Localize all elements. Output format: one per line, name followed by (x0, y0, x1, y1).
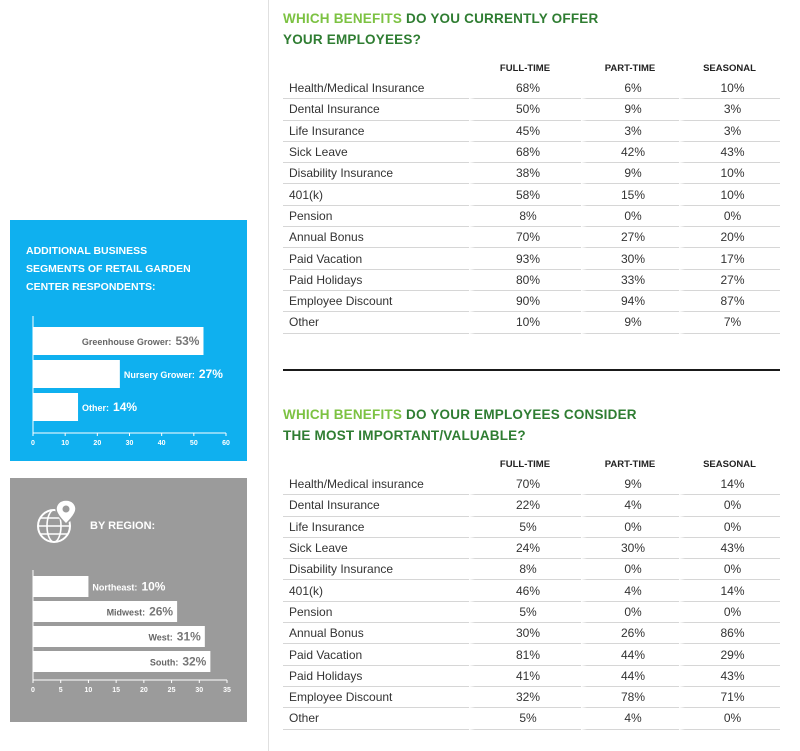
header-benefit (283, 59, 469, 78)
benefit-label: Paid Vacation (283, 248, 469, 269)
value-part-time: 9% (581, 99, 679, 120)
benefit-label: Sick Leave (283, 142, 469, 163)
bar-label (92, 580, 165, 594)
title-rest: DO YOU CURRENTLY OFFER (402, 11, 599, 26)
x-tick-label: 10 (61, 440, 70, 447)
value-part-time: 42% (581, 142, 679, 163)
value-label: 26% (149, 604, 174, 619)
x-tick-label: 40 (157, 440, 166, 447)
x-tick-label: 35 (223, 687, 231, 694)
value-part-time: 0% (581, 602, 679, 623)
value-part-time: 15% (581, 184, 679, 205)
region-panel (10, 478, 247, 722)
title-line-2: THE MOST IMPORTANT/VALUABLE? (283, 428, 526, 443)
vertical-divider (268, 0, 269, 751)
bar-label (124, 367, 223, 381)
bar (33, 393, 78, 421)
business-segments-panel (10, 220, 247, 461)
value-seasonal: 17% (679, 248, 780, 269)
x-tick-label: 20 (139, 687, 148, 694)
benefit-label: Annual Bonus (283, 623, 469, 644)
benefit-label: Pension (283, 602, 469, 623)
benefit-label: Dental Insurance (283, 495, 469, 516)
value-full-time: 70% (469, 474, 581, 495)
value-part-time: 30% (581, 248, 679, 269)
table-row (283, 538, 780, 559)
value-seasonal: 14% (679, 474, 780, 495)
benefit-label: Sick Leave (283, 538, 469, 559)
value-full-time: 38% (469, 163, 581, 184)
header-full-time: FULL-TIME (499, 63, 551, 74)
value-seasonal: 0% (679, 559, 780, 580)
value-full-time: 58% (469, 184, 581, 205)
value-full-time: 22% (469, 495, 581, 516)
region-title: BY REGION: (90, 520, 156, 532)
table-row (283, 666, 780, 687)
title-line-1: ADDITIONAL BUSINESS (26, 245, 148, 257)
value-seasonal: 0% (679, 602, 780, 623)
value-part-time: 26% (581, 623, 679, 644)
title-rest: DO YOUR EMPLOYEES CONSIDER (402, 407, 637, 422)
value-part-time: 4% (581, 495, 679, 516)
bar-label (82, 334, 200, 348)
value-full-time: 68% (469, 78, 581, 99)
title-highlight: WHICH BENEFITS (283, 407, 403, 422)
table-row (283, 270, 780, 291)
value-full-time: 5% (469, 708, 581, 729)
value-part-time: 9% (581, 163, 679, 184)
value-part-time: 78% (581, 687, 679, 708)
table-row (283, 248, 780, 269)
table-row (283, 206, 780, 227)
title-line-2: YOUR EMPLOYEES? (283, 32, 422, 47)
table-row (283, 227, 780, 248)
value-seasonal: 20% (679, 227, 780, 248)
benefit-label: Paid Holidays (283, 270, 469, 291)
value-seasonal: 0% (679, 708, 780, 729)
benefit-label: 401(k) (283, 580, 469, 601)
table-row (283, 99, 780, 120)
value-part-time: 44% (581, 666, 679, 687)
value-seasonal: 3% (679, 121, 780, 142)
value-seasonal: 0% (679, 517, 780, 538)
value-seasonal: 71% (679, 687, 780, 708)
benefit-label: Health/Medical Insurance (283, 78, 469, 99)
value-full-time: 41% (469, 666, 581, 687)
table-row (283, 495, 780, 516)
bar-label (150, 655, 207, 669)
table-row (283, 623, 780, 644)
value-seasonal: 10% (679, 163, 780, 184)
benefit-label: Other (283, 312, 469, 333)
value-label: 53% (175, 334, 200, 348)
benefit-label: Employee Discount (283, 687, 469, 708)
benefit-label: Health/Medical insurance (283, 474, 469, 495)
value-full-time: 8% (469, 559, 581, 580)
value-seasonal: 0% (679, 495, 780, 516)
bar (33, 360, 120, 388)
x-tick-label: 25 (167, 687, 176, 694)
value-label: 31% (176, 629, 201, 644)
benefits-valued-title (283, 404, 780, 446)
value-full-time: 93% (469, 248, 581, 269)
header-seasonal: SEASONAL (703, 63, 756, 74)
value-seasonal: 0% (679, 206, 780, 227)
value-seasonal: 86% (679, 623, 780, 644)
value-full-time: 45% (469, 121, 581, 142)
title-line-2: SEGMENTS OF RETAIL GARDEN (26, 263, 191, 275)
benefit-label: Paid Vacation (283, 644, 469, 665)
benefit-label: Annual Bonus (283, 227, 469, 248)
table-header-row (283, 455, 780, 474)
value-part-time: 44% (581, 644, 679, 665)
value-part-time: 0% (581, 517, 679, 538)
value-full-time: 90% (469, 291, 581, 312)
value-part-time: 30% (581, 538, 679, 559)
value-full-time: 50% (469, 99, 581, 120)
category-label: Other: (82, 403, 110, 413)
value-seasonal: 3% (679, 99, 780, 120)
value-full-time: 8% (469, 206, 581, 227)
header-part-time: PART-TIME (604, 63, 656, 74)
value-part-time: 94% (581, 291, 679, 312)
value-full-time: 10% (469, 312, 581, 333)
table-row (283, 142, 780, 163)
region-chart (10, 478, 247, 722)
header-full-time: FULL-TIME (499, 459, 551, 470)
table-row (283, 687, 780, 708)
value-seasonal: 10% (679, 78, 780, 99)
bar-label (107, 605, 174, 619)
x-tick-label: 30 (125, 440, 134, 447)
benefits-offered-table (283, 59, 780, 334)
category-label: Greenhouse Grower: (81, 337, 172, 347)
value-part-time: 9% (581, 474, 679, 495)
table-row (283, 312, 780, 333)
title-highlight: WHICH BENEFITS (283, 11, 403, 26)
header-part-time: PART-TIME (604, 459, 656, 470)
table-row (283, 163, 780, 184)
value-full-time: 81% (469, 644, 581, 665)
value-full-time: 68% (469, 142, 581, 163)
x-tick-label: 20 (93, 440, 102, 447)
benefit-label: Disability Insurance (283, 163, 469, 184)
table-row (283, 184, 780, 205)
benefits-offered-section (283, 8, 780, 334)
value-seasonal: 43% (679, 538, 780, 559)
value-seasonal: 87% (679, 291, 780, 312)
table-row (283, 517, 780, 538)
x-tick-label: 0 (31, 440, 35, 447)
benefits-valued-table (283, 455, 780, 730)
table-row (283, 559, 780, 580)
value-part-time: 33% (581, 270, 679, 291)
value-label: 10% (141, 579, 166, 594)
value-seasonal: 27% (679, 270, 780, 291)
table-row (283, 474, 780, 495)
x-tick-label: 15 (112, 687, 121, 694)
value-label: 27% (198, 367, 223, 381)
value-full-time: 5% (469, 517, 581, 538)
table-row (283, 708, 780, 729)
value-part-time: 6% (581, 78, 679, 99)
table-row (283, 78, 780, 99)
table-row (283, 644, 780, 665)
benefit-label: Life Insurance (283, 517, 469, 538)
header-seasonal: SEASONAL (703, 459, 756, 470)
value-full-time: 80% (469, 270, 581, 291)
bar-label (82, 400, 137, 414)
benefit-label: Other (283, 708, 469, 729)
benefit-label: Pension (283, 206, 469, 227)
value-seasonal: 14% (679, 580, 780, 601)
value-part-time: 9% (581, 312, 679, 333)
x-tick-label: 50 (189, 440, 198, 447)
value-seasonal: 10% (679, 184, 780, 205)
business-segments-chart (10, 220, 247, 461)
category-label: South: (149, 657, 179, 668)
benefit-label: Disability Insurance (283, 559, 469, 580)
value-full-time: 30% (469, 623, 581, 644)
value-full-time: 70% (469, 227, 581, 248)
value-full-time: 32% (469, 687, 581, 708)
benefit-label: Paid Holidays (283, 666, 469, 687)
benefit-label: Dental Insurance (283, 99, 469, 120)
x-tick-label: 60 (222, 440, 230, 447)
value-full-time: 46% (469, 580, 581, 601)
benefit-label: Employee Discount (283, 291, 469, 312)
value-seasonal: 43% (679, 666, 780, 687)
value-seasonal: 43% (679, 142, 780, 163)
table-header-row (283, 59, 780, 78)
x-tick-label: 5 (58, 687, 63, 694)
category-label: Northeast: (92, 582, 138, 593)
table-row (283, 121, 780, 142)
value-label: 14% (113, 400, 138, 414)
x-tick-label: 10 (84, 687, 93, 694)
bar (33, 576, 88, 597)
value-full-time: 24% (469, 538, 581, 559)
table-row (283, 602, 780, 623)
category-label: West: (148, 632, 173, 643)
x-tick-label: 0 (31, 687, 35, 694)
title-line-3: CENTER RESPONDENTS: (26, 281, 156, 293)
value-part-time: 27% (581, 227, 679, 248)
value-part-time: 3% (581, 121, 679, 142)
value-label: 32% (182, 654, 207, 669)
benefits-offered-title (283, 8, 780, 50)
value-full-time: 5% (469, 602, 581, 623)
section-divider (283, 369, 780, 371)
table-row (283, 580, 780, 601)
value-part-time: 4% (581, 708, 679, 729)
benefits-valued-section (283, 404, 780, 730)
value-seasonal: 7% (679, 312, 780, 333)
value-part-time: 4% (581, 580, 679, 601)
category-label: Midwest: (106, 607, 146, 618)
value-part-time: 0% (581, 206, 679, 227)
category-label: Nursery Grower: (123, 370, 195, 380)
benefit-label: Life Insurance (283, 121, 469, 142)
value-part-time: 0% (581, 559, 679, 580)
value-seasonal: 29% (679, 644, 780, 665)
x-tick-label: 30 (195, 687, 204, 694)
table-row (283, 291, 780, 312)
benefit-label: 401(k) (283, 184, 469, 205)
header-benefit (283, 455, 469, 474)
